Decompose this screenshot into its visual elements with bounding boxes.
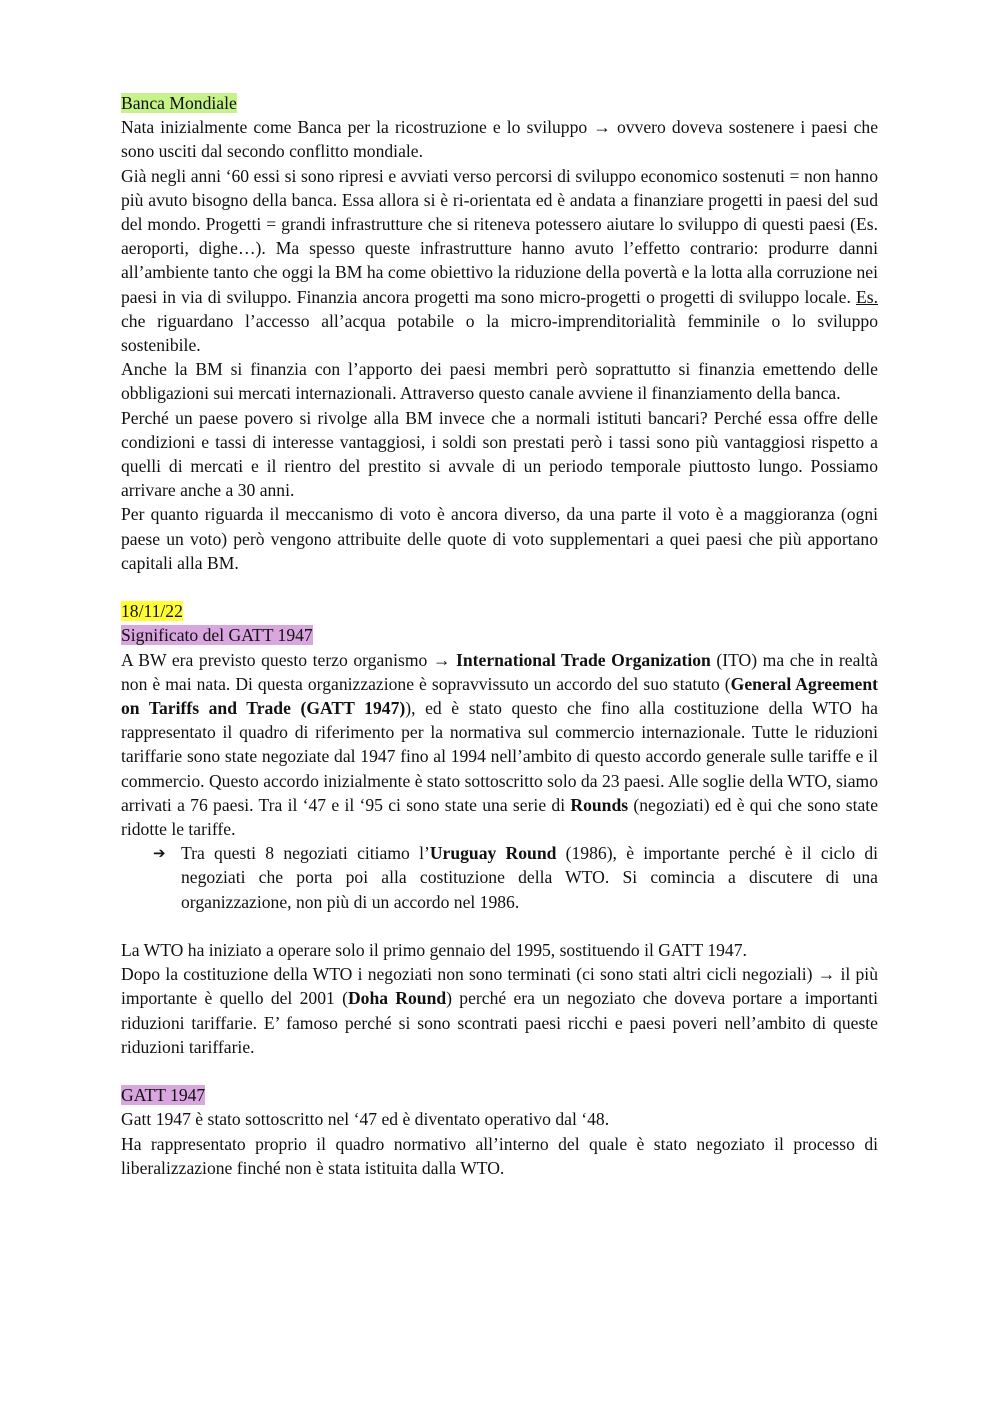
bold-gatt: General Agreement on Tariffs and Trade (GATT 1947): [121, 673, 878, 719]
significato-heading: [121, 623, 878, 647]
banca-paragraph-3: Anche la BM si finanzia con l’apporto dei paesi membri però soprattutto si finanzia emettendo delle obbligazioni sui mercati internazionali. Attraverso questo canale avviene il finanziamento della banca.: [121, 359, 878, 404]
significato-paragraph-3: [121, 962, 878, 1059]
banca-paragraph-5: Per quanto riguarda il meccanismo di voto è ancora diverso, da una parte il voto è a maggioranza (ogni paese un voto) però vengono attribuite delle quote di voto supplementari a quei paesi che più apportano capitali alla BM.: [121, 504, 878, 573]
blank-line: [121, 575, 878, 599]
gatt-paragraph-1: Gatt 1947 è stato sottoscritto nel ‘47 ed è diventato operativo dal ‘48.: [121, 1109, 610, 1130]
document-page: [121, 91, 878, 1180]
text-run: Tra questi 8 negoziati citiamo l’: [181, 843, 430, 864]
banca-paragraph-2-a: Già negli anni ‘60 essi si sono ripresi e avviati verso percorsi di sviluppo economico sostenuti = non hanno più avuto bisogno della banca. Essa allora si è ri-orientata ed è andata a finanziare progetti in paesi del sud del mondo. Progetti = grandi infrastrutture che si riteneva potessero aiutare lo sviluppo di questi paesi (Es. aeroporti, dighe…). Ma spesso queste infrastrutture hanno avuto l’effetto contrario: produrre danni all’ambiente tanto che oggi la BM ha come obiettivo la riduzione della povertà e la lotta alla corruzione nei paesi in via di sviluppo. Finanzia ancora progetti ma sono micro-progetti o progetti di sviluppo locale.: [121, 165, 878, 307]
bold-rounds: Rounds: [570, 794, 629, 815]
gatt-heading-text: GATT 1947: [121, 1085, 206, 1106]
banca-es-underlined: Es.: [856, 286, 878, 307]
banca-paragraph-1: Nata inizialmente come Banca per la ricostruzione e lo sviluppo → ovvero doveva sostenere i paesi che sono usciti dal secondo conflitto mondiale.: [121, 117, 878, 162]
gatt-heading: [121, 1083, 878, 1107]
significato-paragraph-2: La WTO ha iniziato a operare solo il primo gennaio del 1995, sostituendo il GATT 1947.: [121, 940, 747, 961]
text-run: ) perché era un negoziato che doveva portare a importanti riduzioni tariffarie. E’ famoso perché si sono scontrati paesi ricchi e paesi poveri nell’ambito di queste riduzioni tariffarie.: [121, 988, 878, 1057]
blank-line: [121, 1059, 878, 1083]
text-run: A BW era previsto questo terzo organismo →: [121, 649, 457, 670]
text-run: (negoziati) ed è qui che sono state ridotte le tariffe.: [121, 794, 879, 840]
bold-doha-round: Doha Round: [347, 988, 447, 1009]
bold-uruguay-round: Uruguay Round: [429, 843, 557, 864]
lesson-date: 18/11/22: [121, 601, 183, 622]
banca-heading: [121, 91, 878, 115]
significato-paragraph-1: [121, 648, 878, 842]
gatt-paragraph-2: Ha rappresentato proprio il quadro normativo all’interno del quale è stato negoziato il processo di liberalizzazione finché non è stata istituita dalla WTO.: [121, 1133, 878, 1178]
text-run: (1986), è importante perché è il ciclo di negoziati che porta poi alla costituzione della WTO. Si comincia a discutere di una organizzazione, non più di un accordo nel 1986.: [181, 843, 879, 912]
blank-line: [121, 914, 878, 938]
banca-paragraph-4: Perché un paese povero si rivolge alla BM invece che a normali istituti bancari? Perché essa offre delle condizioni e tassi di interesse vantaggiosi, i soldi son prestati però i tassi sono più vantaggiosi rispetto a quelli di mercati e il rientro del prestito si avvale di un periodo temporale piuttosto lungo. Possiamo arrivare anche a 30 anni.: [121, 407, 878, 501]
bold-ito: International Trade Organization: [456, 649, 711, 670]
banca-heading-text: Banca Mondiale: [121, 93, 237, 113]
date-line: [121, 599, 878, 623]
text-run: (ITO) ma che in realtà non è mai nata. Di questa organizzazione è sopravvissuto un accordo del suo statuto (: [121, 649, 878, 694]
banca-paragraph-2: [121, 164, 878, 358]
text-run: Dopo la costituzione della WTO i negoziati non sono terminati (ci sono stati altri cicli negoziali) → il più importante è quello del 2001 (: [121, 964, 878, 1009]
text-run: ), ed è stato questo che fino alla costituzione della WTO ha rappresentato il quadro di riferimento per la normativa sul commercio internazionale. Tutte le riduzioni tariffarie sono state negoziate dal 1947 fino al 1994 nell’ambito di questo accordo generale sulle tariffe e il commercio. Questo accordo inizialmente è stato sottoscritto solo da 23 paesi. Alle soglie della WTO, siamo arrivati a 76 paesi. Tra il ‘47 e il ‘95 ci sono state una serie di: [121, 698, 878, 815]
arrow-bullet-icon: ➔: [153, 844, 166, 863]
significato-heading-text: Significato del GATT 1947: [121, 625, 313, 646]
bullet-uruguay: [121, 841, 878, 914]
banca-paragraph-2-b: che riguardano l’accesso all’acqua potabile o la micro-imprenditorialità femminile o lo sviluppo sostenibile.: [121, 310, 878, 356]
